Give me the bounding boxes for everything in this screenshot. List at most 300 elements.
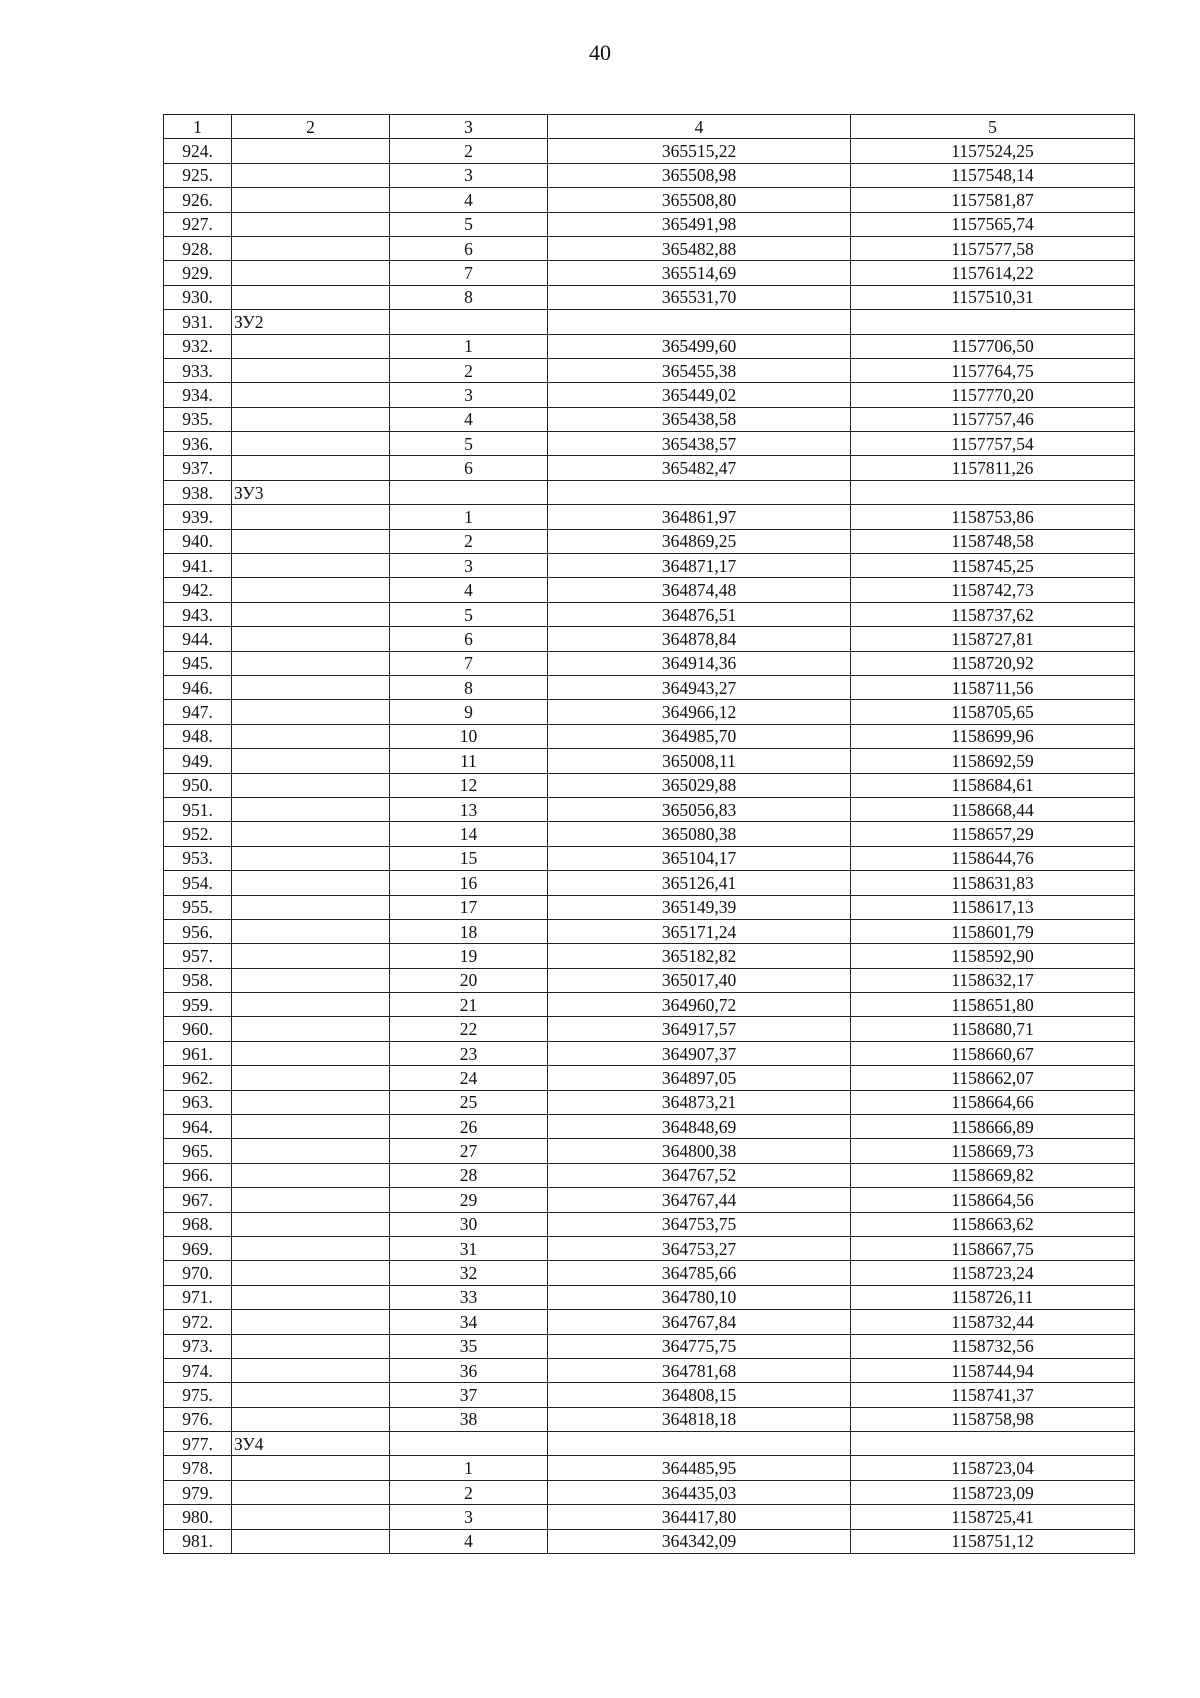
x-coordinate-cell: 365491,98 xyxy=(548,212,851,236)
row-number-cell: 958. xyxy=(164,968,232,992)
parcel-name-cell xyxy=(232,163,390,187)
y-coordinate-cell xyxy=(851,480,1135,504)
point-number-cell: 4 xyxy=(390,188,548,212)
y-coordinate-cell: 1157764,75 xyxy=(851,358,1135,382)
row-number-cell: 945. xyxy=(164,651,232,675)
row-number-cell: 964. xyxy=(164,1115,232,1139)
table-row xyxy=(164,1334,1135,1358)
table-row xyxy=(164,432,1135,456)
x-coordinate-cell: 365455,38 xyxy=(548,358,851,382)
y-coordinate-cell: 1158748,58 xyxy=(851,529,1135,553)
x-coordinate-cell: 364753,27 xyxy=(548,1236,851,1260)
x-coordinate-cell: 364781,68 xyxy=(548,1358,851,1382)
parcel-name-cell: ЗУ3 xyxy=(232,480,390,504)
table-row xyxy=(164,578,1135,602)
point-number-cell: 3 xyxy=(390,554,548,578)
parcel-name-cell xyxy=(232,1505,390,1529)
point-number-cell: 2 xyxy=(390,139,548,163)
x-coordinate-cell: 365104,17 xyxy=(548,846,851,870)
row-number-cell: 967. xyxy=(164,1188,232,1212)
point-number-cell: 9 xyxy=(390,700,548,724)
point-number-cell: 26 xyxy=(390,1115,548,1139)
parcel-name-cell xyxy=(232,846,390,870)
y-coordinate-cell: 1158732,56 xyxy=(851,1334,1135,1358)
point-number-cell: 32 xyxy=(390,1261,548,1285)
point-number-cell: 23 xyxy=(390,1041,548,1065)
row-number-cell: 942. xyxy=(164,578,232,602)
point-number-cell: 11 xyxy=(390,749,548,773)
point-number-cell: 4 xyxy=(390,578,548,602)
table-row xyxy=(164,846,1135,870)
x-coordinate-cell: 365029,88 xyxy=(548,773,851,797)
y-coordinate-cell: 1158680,71 xyxy=(851,1017,1135,1041)
y-coordinate-cell: 1158662,07 xyxy=(851,1066,1135,1090)
parcel-name-cell xyxy=(232,871,390,895)
parcel-name-cell xyxy=(232,1285,390,1309)
row-number-cell: 962. xyxy=(164,1066,232,1090)
y-coordinate-cell: 1158699,96 xyxy=(851,724,1135,748)
table-row xyxy=(164,1285,1135,1309)
y-coordinate-cell: 1158669,82 xyxy=(851,1163,1135,1187)
row-number-cell: 971. xyxy=(164,1285,232,1309)
parcel-name-cell xyxy=(232,1334,390,1358)
x-coordinate-cell: 364848,69 xyxy=(548,1115,851,1139)
table-row xyxy=(164,1358,1135,1382)
point-number-cell: 5 xyxy=(390,212,548,236)
x-coordinate-cell: 364861,97 xyxy=(548,505,851,529)
row-number-cell: 978. xyxy=(164,1456,232,1480)
row-number-cell: 975. xyxy=(164,1383,232,1407)
x-coordinate-cell: 364775,75 xyxy=(548,1334,851,1358)
parcel-name-cell: ЗУ4 xyxy=(232,1432,390,1456)
point-number-cell: 2 xyxy=(390,1480,548,1504)
x-coordinate-cell: 364871,17 xyxy=(548,554,851,578)
y-coordinate-cell: 1158644,76 xyxy=(851,846,1135,870)
point-number-cell: 12 xyxy=(390,773,548,797)
table-row xyxy=(164,480,1135,504)
parcel-name-cell xyxy=(232,895,390,919)
row-number-cell: 973. xyxy=(164,1334,232,1358)
x-coordinate-cell: 364917,57 xyxy=(548,1017,851,1041)
y-coordinate-cell: 1157565,74 xyxy=(851,212,1135,236)
y-coordinate-cell: 1157614,22 xyxy=(851,261,1135,285)
y-coordinate-cell xyxy=(851,1432,1135,1456)
x-coordinate-cell: 365149,39 xyxy=(548,895,851,919)
table-row xyxy=(164,1139,1135,1163)
point-number-cell: 33 xyxy=(390,1285,548,1309)
y-coordinate-cell: 1158657,29 xyxy=(851,822,1135,846)
y-coordinate-cell: 1158737,62 xyxy=(851,602,1135,626)
y-coordinate-cell: 1157510,31 xyxy=(851,285,1135,309)
y-coordinate-cell: 1158632,17 xyxy=(851,968,1135,992)
point-number-cell: 10 xyxy=(390,724,548,748)
x-coordinate-cell: 365449,02 xyxy=(548,383,851,407)
table-row xyxy=(164,407,1135,431)
row-number-cell: 943. xyxy=(164,602,232,626)
parcel-name-cell xyxy=(232,236,390,260)
point-number-cell: 13 xyxy=(390,797,548,821)
x-coordinate-cell: 365482,47 xyxy=(548,456,851,480)
y-coordinate-cell: 1157811,26 xyxy=(851,456,1135,480)
row-number-cell: 956. xyxy=(164,919,232,943)
point-number-cell: 27 xyxy=(390,1139,548,1163)
parcel-name-cell xyxy=(232,432,390,456)
header-row xyxy=(164,115,1135,139)
point-number-cell: 15 xyxy=(390,846,548,870)
parcel-name-cell xyxy=(232,578,390,602)
y-coordinate-cell: 1158692,59 xyxy=(851,749,1135,773)
point-number-cell: 24 xyxy=(390,1066,548,1090)
row-number-cell: 953. xyxy=(164,846,232,870)
parcel-name-cell xyxy=(232,1480,390,1504)
row-number-cell: 940. xyxy=(164,529,232,553)
x-coordinate-cell: 364873,21 xyxy=(548,1090,851,1114)
parcel-name-cell xyxy=(232,993,390,1017)
table-row xyxy=(164,993,1135,1017)
x-coordinate-cell: 365508,98 xyxy=(548,163,851,187)
table-row xyxy=(164,1261,1135,1285)
x-coordinate-cell: 364342,09 xyxy=(548,1529,851,1553)
point-number-cell: 21 xyxy=(390,993,548,1017)
x-coordinate-cell: 365438,57 xyxy=(548,432,851,456)
x-coordinate-cell: 364907,37 xyxy=(548,1041,851,1065)
x-coordinate-cell: 364767,44 xyxy=(548,1188,851,1212)
table-row xyxy=(164,700,1135,724)
point-number-cell: 19 xyxy=(390,944,548,968)
parcel-name-cell xyxy=(232,261,390,285)
y-coordinate-cell: 1158660,67 xyxy=(851,1041,1135,1065)
point-number-cell: 3 xyxy=(390,163,548,187)
parcel-name-cell xyxy=(232,1188,390,1212)
table-row xyxy=(164,627,1135,651)
y-coordinate-cell: 1158601,79 xyxy=(851,919,1135,943)
y-coordinate-cell: 1158617,13 xyxy=(851,895,1135,919)
y-coordinate-cell: 1158758,98 xyxy=(851,1407,1135,1431)
table-body xyxy=(164,139,1135,1554)
y-coordinate-cell: 1158745,25 xyxy=(851,554,1135,578)
table-row xyxy=(164,1407,1135,1431)
row-number-cell: 959. xyxy=(164,993,232,1017)
table-row xyxy=(164,188,1135,212)
parcel-name-cell xyxy=(232,1261,390,1285)
row-number-cell: 931. xyxy=(164,310,232,334)
header-cell-2: 2 xyxy=(232,115,390,139)
parcel-name-cell xyxy=(232,944,390,968)
x-coordinate-cell: 365008,11 xyxy=(548,749,851,773)
parcel-name-cell xyxy=(232,1017,390,1041)
y-coordinate-cell: 1157706,50 xyxy=(851,334,1135,358)
table-row xyxy=(164,505,1135,529)
parcel-name-cell xyxy=(232,554,390,578)
table-row xyxy=(164,895,1135,919)
parcel-name-cell xyxy=(232,651,390,675)
row-number-cell: 929. xyxy=(164,261,232,285)
y-coordinate-cell: 1158723,24 xyxy=(851,1261,1135,1285)
x-coordinate-cell: 364417,80 xyxy=(548,1505,851,1529)
row-number-cell: 927. xyxy=(164,212,232,236)
y-coordinate-cell: 1158663,62 xyxy=(851,1212,1135,1236)
parcel-name-cell xyxy=(232,773,390,797)
row-number-cell: 950. xyxy=(164,773,232,797)
row-number-cell: 955. xyxy=(164,895,232,919)
parcel-name-cell xyxy=(232,1139,390,1163)
y-coordinate-cell: 1158651,80 xyxy=(851,993,1135,1017)
table-row xyxy=(164,1066,1135,1090)
row-number-cell: 963. xyxy=(164,1090,232,1114)
parcel-name-cell xyxy=(232,1358,390,1382)
x-coordinate-cell: 364753,75 xyxy=(548,1212,851,1236)
y-coordinate-cell: 1158669,73 xyxy=(851,1139,1135,1163)
parcel-name-cell xyxy=(232,1066,390,1090)
row-number-cell: 968. xyxy=(164,1212,232,1236)
x-coordinate-cell: 364874,48 xyxy=(548,578,851,602)
table-row xyxy=(164,139,1135,163)
table-row xyxy=(164,797,1135,821)
row-number-cell: 949. xyxy=(164,749,232,773)
point-number-cell: 5 xyxy=(390,432,548,456)
table-row xyxy=(164,1529,1135,1553)
x-coordinate-cell xyxy=(548,480,851,504)
point-number-cell: 4 xyxy=(390,407,548,431)
table-row xyxy=(164,919,1135,943)
parcel-name-cell xyxy=(232,1383,390,1407)
point-number-cell: 31 xyxy=(390,1236,548,1260)
row-number-cell: 926. xyxy=(164,188,232,212)
point-number-cell xyxy=(390,480,548,504)
y-coordinate-cell: 1157757,46 xyxy=(851,407,1135,431)
y-coordinate-cell: 1158711,56 xyxy=(851,675,1135,699)
header-cell-5: 5 xyxy=(851,115,1135,139)
y-coordinate-cell: 1158727,81 xyxy=(851,627,1135,651)
row-number-cell: 977. xyxy=(164,1432,232,1456)
y-coordinate-cell: 1158751,12 xyxy=(851,1529,1135,1553)
x-coordinate-cell: 364818,18 xyxy=(548,1407,851,1431)
table-row xyxy=(164,822,1135,846)
table-row xyxy=(164,212,1135,236)
point-number-cell: 1 xyxy=(390,505,548,529)
row-number-cell: 974. xyxy=(164,1358,232,1382)
table-row xyxy=(164,163,1135,187)
row-number-cell: 941. xyxy=(164,554,232,578)
parcel-name-cell xyxy=(232,968,390,992)
parcel-name-cell xyxy=(232,407,390,431)
x-coordinate-cell: 364960,72 xyxy=(548,993,851,1017)
table-row xyxy=(164,1505,1135,1529)
y-coordinate-cell: 1157581,87 xyxy=(851,188,1135,212)
x-coordinate-cell: 364943,27 xyxy=(548,675,851,699)
y-coordinate-cell: 1157757,54 xyxy=(851,432,1135,456)
parcel-name-cell xyxy=(232,1529,390,1553)
table-row xyxy=(164,1236,1135,1260)
parcel-name-cell xyxy=(232,1456,390,1480)
point-number-cell: 25 xyxy=(390,1090,548,1114)
x-coordinate-cell: 365514,69 xyxy=(548,261,851,285)
x-coordinate-cell xyxy=(548,310,851,334)
y-coordinate-cell: 1158741,37 xyxy=(851,1383,1135,1407)
point-number-cell: 8 xyxy=(390,285,548,309)
parcel-name-cell xyxy=(232,358,390,382)
table-row xyxy=(164,602,1135,626)
point-number-cell: 37 xyxy=(390,1383,548,1407)
parcel-name-cell xyxy=(232,627,390,651)
row-number-cell: 939. xyxy=(164,505,232,529)
y-coordinate-cell: 1158664,66 xyxy=(851,1090,1135,1114)
row-number-cell: 952. xyxy=(164,822,232,846)
table-row xyxy=(164,773,1135,797)
row-number-cell: 938. xyxy=(164,480,232,504)
x-coordinate-cell: 365126,41 xyxy=(548,871,851,895)
x-coordinate-cell: 365438,58 xyxy=(548,407,851,431)
point-number-cell: 8 xyxy=(390,675,548,699)
x-coordinate-cell: 364780,10 xyxy=(548,1285,851,1309)
y-coordinate-cell: 1157577,58 xyxy=(851,236,1135,260)
table-row xyxy=(164,1163,1135,1187)
parcel-name-cell xyxy=(232,1236,390,1260)
y-coordinate-cell: 1158667,75 xyxy=(851,1236,1135,1260)
row-number-cell: 934. xyxy=(164,383,232,407)
row-number-cell: 981. xyxy=(164,1529,232,1553)
x-coordinate-cell: 365182,82 xyxy=(548,944,851,968)
x-coordinate-cell: 364785,66 xyxy=(548,1261,851,1285)
row-number-cell: 970. xyxy=(164,1261,232,1285)
point-number-cell: 7 xyxy=(390,651,548,675)
table-row xyxy=(164,1115,1135,1139)
table-row xyxy=(164,383,1135,407)
point-number-cell: 1 xyxy=(390,1456,548,1480)
point-number-cell: 6 xyxy=(390,236,548,260)
parcel-name-cell xyxy=(232,285,390,309)
x-coordinate-cell: 364435,03 xyxy=(548,1480,851,1504)
point-number-cell: 2 xyxy=(390,529,548,553)
x-coordinate-cell: 365080,38 xyxy=(548,822,851,846)
parcel-name-cell xyxy=(232,1041,390,1065)
table-row xyxy=(164,944,1135,968)
y-coordinate-cell: 1158726,11 xyxy=(851,1285,1135,1309)
row-number-cell: 957. xyxy=(164,944,232,968)
x-coordinate-cell: 365482,88 xyxy=(548,236,851,260)
x-coordinate-cell: 364767,84 xyxy=(548,1310,851,1334)
row-number-cell: 980. xyxy=(164,1505,232,1529)
row-number-cell: 932. xyxy=(164,334,232,358)
row-number-cell: 951. xyxy=(164,797,232,821)
parcel-name-cell xyxy=(232,1115,390,1139)
point-number-cell: 35 xyxy=(390,1334,548,1358)
point-number-cell: 22 xyxy=(390,1017,548,1041)
y-coordinate-cell xyxy=(851,310,1135,334)
point-number-cell: 3 xyxy=(390,383,548,407)
row-number-cell: 972. xyxy=(164,1310,232,1334)
point-number-cell: 20 xyxy=(390,968,548,992)
x-coordinate-cell: 364878,84 xyxy=(548,627,851,651)
x-coordinate-cell: 365531,70 xyxy=(548,285,851,309)
point-number-cell: 4 xyxy=(390,1529,548,1553)
point-number-cell xyxy=(390,310,548,334)
row-number-cell: 936. xyxy=(164,432,232,456)
table-row xyxy=(164,1383,1135,1407)
x-coordinate-cell: 365017,40 xyxy=(548,968,851,992)
row-number-cell: 948. xyxy=(164,724,232,748)
row-number-cell: 969. xyxy=(164,1236,232,1260)
table-row xyxy=(164,968,1135,992)
parcel-name-cell xyxy=(232,505,390,529)
x-coordinate-cell: 365508,80 xyxy=(548,188,851,212)
table-row xyxy=(164,1017,1135,1041)
table-row xyxy=(164,1456,1135,1480)
row-number-cell: 937. xyxy=(164,456,232,480)
header-cell-3: 3 xyxy=(390,115,548,139)
table-row xyxy=(164,261,1135,285)
table-row xyxy=(164,749,1135,773)
row-number-cell: 979. xyxy=(164,1480,232,1504)
coordinates-table xyxy=(163,114,1135,1554)
point-number-cell: 7 xyxy=(390,261,548,285)
parcel-name-cell xyxy=(232,700,390,724)
parcel-name-cell xyxy=(232,1310,390,1334)
row-number-cell: 930. xyxy=(164,285,232,309)
x-coordinate-cell: 365056,83 xyxy=(548,797,851,821)
x-coordinate-cell: 364767,52 xyxy=(548,1163,851,1187)
parcel-name-cell xyxy=(232,334,390,358)
row-number-cell: 966. xyxy=(164,1163,232,1187)
y-coordinate-cell: 1158725,41 xyxy=(851,1505,1135,1529)
y-coordinate-cell: 1158668,44 xyxy=(851,797,1135,821)
parcel-name-cell xyxy=(232,822,390,846)
point-number-cell: 6 xyxy=(390,456,548,480)
row-number-cell: 976. xyxy=(164,1407,232,1431)
y-coordinate-cell: 1157770,20 xyxy=(851,383,1135,407)
table-header xyxy=(164,115,1135,139)
table-row xyxy=(164,651,1135,675)
point-number-cell xyxy=(390,1432,548,1456)
table-row xyxy=(164,1090,1135,1114)
parcel-name-cell xyxy=(232,724,390,748)
x-coordinate-cell: 364876,51 xyxy=(548,602,851,626)
point-number-cell: 1 xyxy=(390,334,548,358)
point-number-cell: 38 xyxy=(390,1407,548,1431)
table-row xyxy=(164,1212,1135,1236)
row-number-cell: 961. xyxy=(164,1041,232,1065)
parcel-name-cell xyxy=(232,919,390,943)
y-coordinate-cell: 1158753,86 xyxy=(851,505,1135,529)
header-cell-1: 1 xyxy=(164,115,232,139)
y-coordinate-cell: 1158664,56 xyxy=(851,1188,1135,1212)
row-number-cell: 944. xyxy=(164,627,232,651)
row-number-cell: 925. xyxy=(164,163,232,187)
row-number-cell: 965. xyxy=(164,1139,232,1163)
point-number-cell: 5 xyxy=(390,602,548,626)
parcel-name-cell xyxy=(232,212,390,236)
parcel-name-cell xyxy=(232,1212,390,1236)
x-coordinate-cell: 365499,60 xyxy=(548,334,851,358)
parcel-name-cell xyxy=(232,1163,390,1187)
point-number-cell: 29 xyxy=(390,1188,548,1212)
y-coordinate-cell: 1158705,65 xyxy=(851,700,1135,724)
x-coordinate-cell: 365515,22 xyxy=(548,139,851,163)
table-row xyxy=(164,554,1135,578)
table-row xyxy=(164,334,1135,358)
table-row xyxy=(164,1188,1135,1212)
x-coordinate-cell: 364808,15 xyxy=(548,1383,851,1407)
x-coordinate-cell: 364897,05 xyxy=(548,1066,851,1090)
point-number-cell: 17 xyxy=(390,895,548,919)
table-row xyxy=(164,358,1135,382)
table-row xyxy=(164,1480,1135,1504)
y-coordinate-cell: 1158744,94 xyxy=(851,1358,1135,1382)
table-row xyxy=(164,1041,1135,1065)
row-number-cell: 960. xyxy=(164,1017,232,1041)
parcel-name-cell xyxy=(232,749,390,773)
y-coordinate-cell: 1158592,90 xyxy=(851,944,1135,968)
